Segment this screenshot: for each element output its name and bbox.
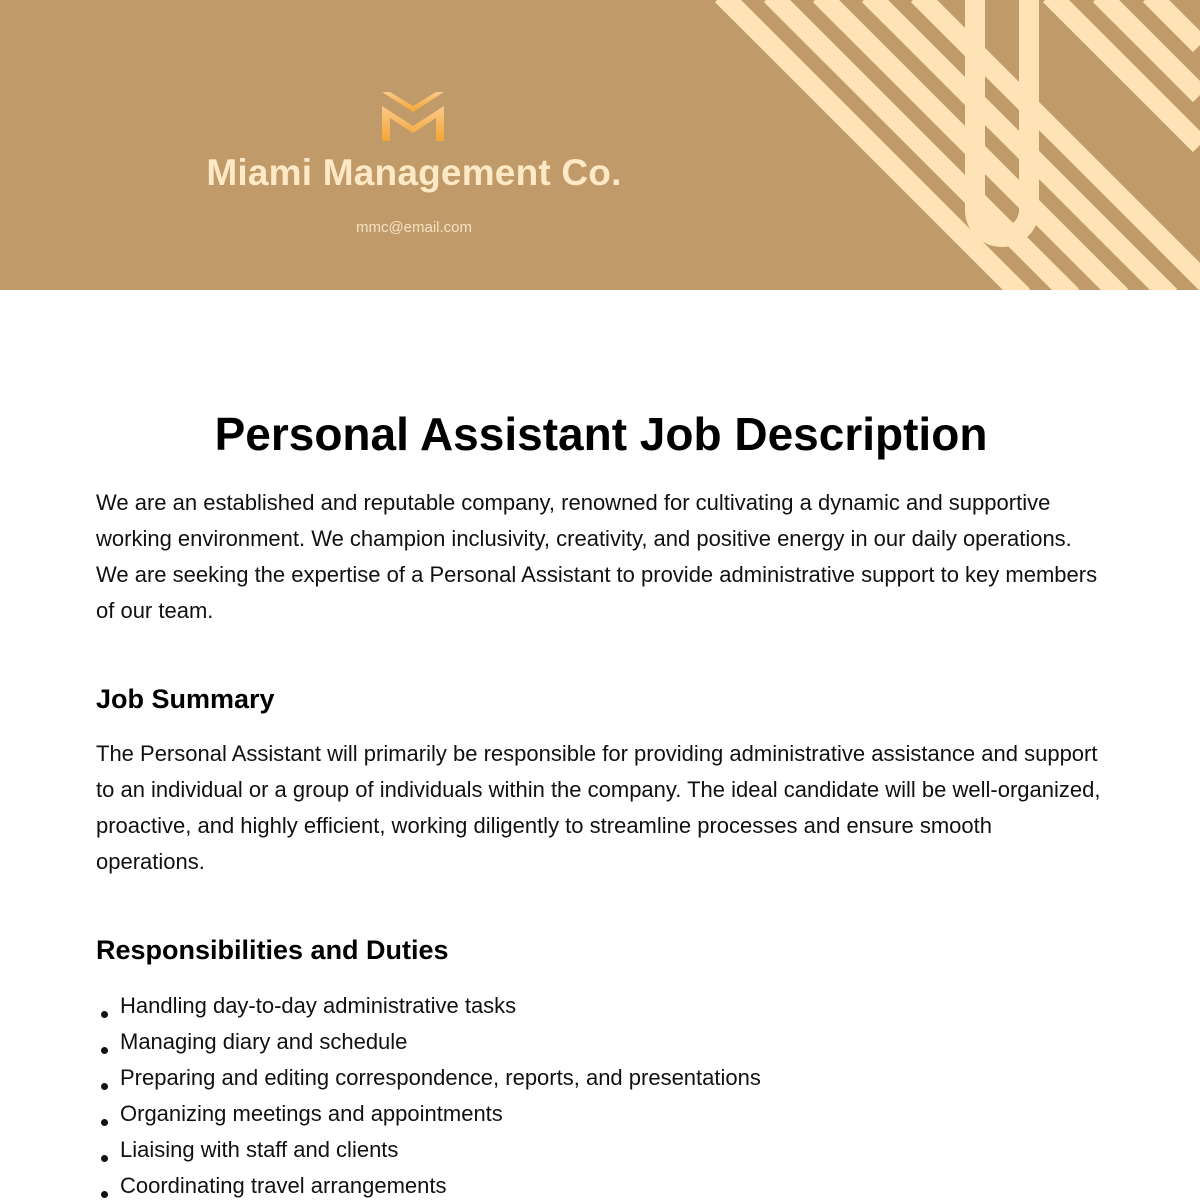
list-item: Managing diary and schedule: [96, 1024, 1106, 1060]
list-item: Organizing meetings and appointments: [96, 1096, 1106, 1132]
decorative-stripes: [0, 0, 1200, 290]
company-name: Miami Management Co.: [206, 152, 622, 193]
list-item: Coordinating travel arrangements: [96, 1168, 1106, 1204]
company-logo-icon: [380, 92, 446, 142]
header-banner: [0, 0, 1200, 290]
list-item: Liaising with staff and clients: [96, 1132, 1106, 1168]
list-item: Handling day-to-day administrative tasks: [96, 988, 1106, 1024]
responsibilities-list: [96, 988, 1106, 1204]
intro-paragraph: We are an established and reputable company, renowned for cultivating a dynamic and supportive working environment. We champion inclusivity, creativity, and positive energy in our daily operations. We are seeking the expertise of a Personal Assistant to provide administrative support to key members of our team.: [96, 490, 1098, 623]
company-email: mmc@email.com: [355, 219, 473, 236]
document-body: [96, 405, 1106, 1204]
job-summary-paragraph: The Personal Assistant will primarily be responsible for providing administrative assistance and support to an individual or a group of individuals within the company. The ideal candidate will be well-organized, proactive, and highly efficient, working diligently to streamline processes and ensure smooth operations.: [96, 741, 1101, 874]
stripe: [1150, 0, 1200, 45]
list-item: Preparing and editing correspondence, reports, and presentations: [96, 1060, 1106, 1096]
job-summary-heading: Job Summary: [96, 684, 275, 714]
responsibilities-heading: Responsibilities and Duties: [96, 935, 449, 965]
page-title: Personal Assistant Job Description: [214, 408, 988, 460]
